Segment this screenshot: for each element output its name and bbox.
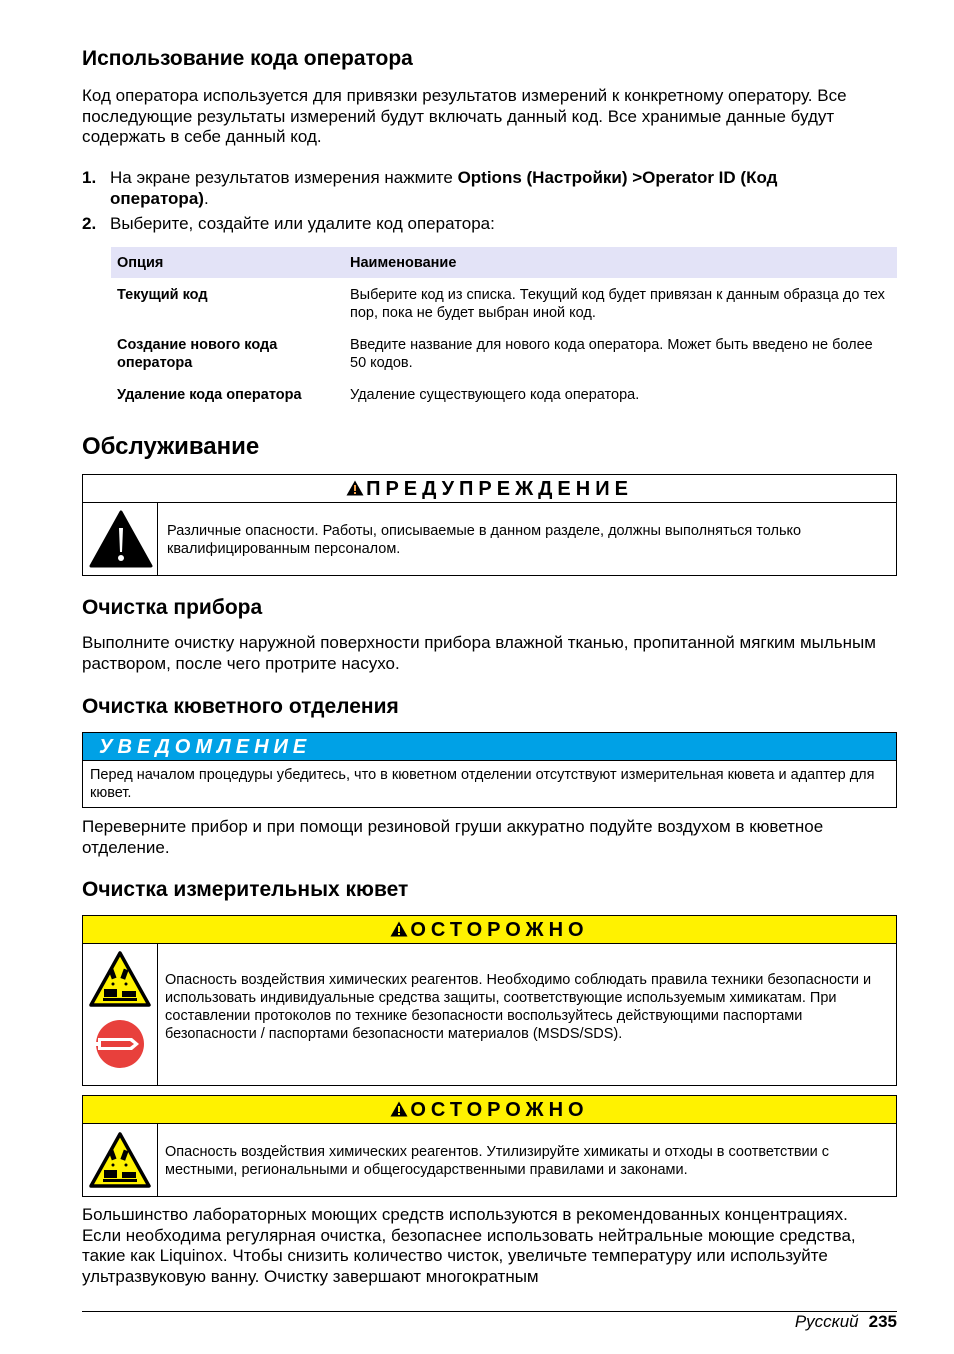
warning-text: Различные опасности. Работы, описываемые в данном разделе, должны выполняться только квалифицированным персоналом. [167, 523, 802, 557]
warning-label: ПРЕДУПРЕЖДЕНИЕ [366, 478, 633, 500]
safety-goggles-icon [95, 1019, 145, 1069]
step-1-text [110, 168, 870, 209]
option-cell: Удаление кода оператора [117, 387, 302, 403]
table-row [111, 278, 897, 328]
description-cell: Введите название для нового кода оператора. Может быть введено не более 50 кодов. [350, 337, 873, 371]
warning-triangle-icon [346, 480, 364, 496]
clean-compartment-heading: Очистка кюветного отделения [82, 695, 399, 718]
caution-1-icon-column [83, 944, 158, 1085]
clean-instrument-heading: Очистка прибора [82, 596, 263, 619]
corrosive-hazard-icon [89, 1132, 151, 1188]
step-1-number: 1. [82, 168, 97, 187]
description-cell: Удаление существующего кода оператора. [350, 387, 640, 403]
table-header-row [111, 247, 897, 278]
caution-box-1 [82, 915, 897, 1086]
table-row [111, 328, 897, 378]
warning-triangle-icon [390, 1101, 408, 1117]
column-header-option: Опция [111, 247, 344, 278]
step-1-menu-path: Options (Настройки) >Operator ID (Код оператора) [110, 168, 778, 208]
operator-options-table [111, 247, 897, 410]
caution-2-icon-column [83, 1124, 158, 1196]
option-cell: Создание нового кода оператора [117, 337, 278, 371]
notice-box [82, 732, 897, 808]
column-header-name: Наименование [344, 247, 897, 278]
exclamation-hazard-icon [89, 510, 153, 568]
step-1-plain: На экране результатов измерения нажмите [110, 168, 458, 187]
operator-id-intro: Код оператора используется для привязки результатов измерений к конкретному оператору. Все последующие результаты измерений будут включать данный код. Все хранимые данные будут содержать в себе данный код. [82, 86, 847, 146]
warning-header [83, 475, 896, 503]
clean-instrument-text: Выполните очистку наружной поверхности прибора влажной тканью, пропитанной мягким мыльным раствором, после чего протрите насухо. [82, 633, 876, 673]
caution-1-text: Опасность воздействия химических реагентов. Необходимо соблюдать правила техники безопасности и использовать индивидуальные средства защиты, соответствующие используемым химикатам. При составлении протоколов по технике безопасности воспользуйтесь действующими паспортами безопасности / паспортами безопасности материалов (MSDS/SDS). [165, 972, 872, 1042]
caution-2-label: ОСТОРОЖНО [410, 1099, 589, 1121]
page-number: 235 [868, 1312, 897, 1331]
footer-language: Русский [794, 1312, 859, 1331]
warning-box [82, 474, 897, 576]
caution-2-text: Опасность воздействия химических реагентов. Утилизируйте химикаты и отходы в соответствии с местными, региональными и общегосударственными правилами и законами. [165, 1144, 830, 1178]
page-footer [795, 1312, 897, 1332]
clean-cells-text: Большинство лабораторных моющих средств используются в рекомендованных концентрациях. Если необходима регулярная очистка, безопаснее использовать нейтральные моющие средства, такие как Liquinox. Чтобы снизить количество чисток, увеличьте температуру или используйте ультразвуковую ванну. Очистку завершают многократным [82, 1205, 856, 1286]
footer-divider [82, 1311, 897, 1312]
caution-1-header [83, 916, 896, 944]
step-1-end: . [203, 188, 209, 208]
notice-text: Перед началом процедуры убедитесь, что в кюветном отделении отсутствуют измерительная кювета и адаптер для кювет. [90, 767, 875, 801]
clean-compartment-text: Переверните прибор и при помощи резиновой груши аккуратно подуйте воздухом в кюветное отделение. [82, 817, 824, 857]
maintenance-heading: Обслуживание [82, 433, 260, 460]
description-cell: Выберите код из списка. Текущий код будет привязан к данным образца до тех пор, пока не будет выбран иной код. [350, 287, 885, 321]
caution-1-label: ОСТОРОЖНО [410, 919, 589, 941]
step-2-text: Выберите, создайте или удалите код оператора: [110, 214, 495, 233]
operator-id-heading: Использование кода оператора [82, 47, 413, 70]
option-cell: Текущий код [117, 287, 208, 303]
step-2-number: 2. [82, 214, 97, 233]
table-row [111, 378, 897, 410]
caution-2-header [83, 1096, 896, 1124]
corrosive-hazard-icon [89, 951, 151, 1007]
notice-header: УВЕДОМЛЕНИЕ [83, 733, 896, 761]
warning-triangle-icon [390, 921, 408, 937]
warning-icon-column [83, 503, 158, 575]
caution-box-2 [82, 1095, 897, 1197]
clean-cells-heading: Очистка измерительных кювет [82, 878, 409, 901]
